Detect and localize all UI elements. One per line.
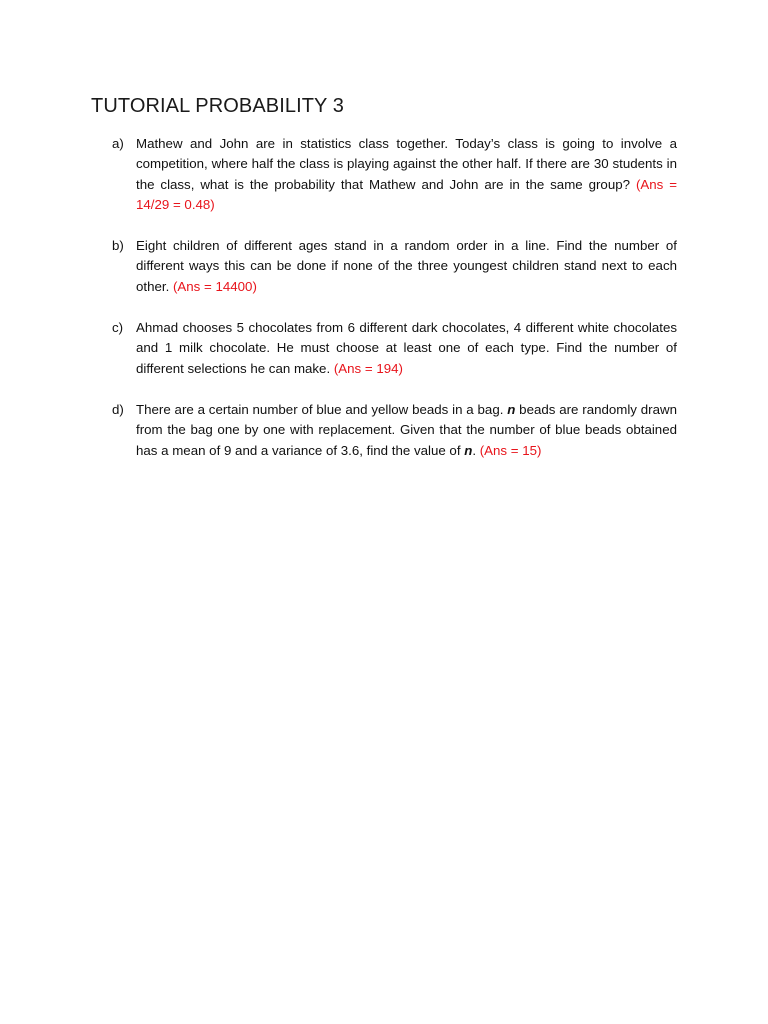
question-text-part-2: beads are randomly drawn from the bag one by one with replacement. Given that the number of blue beads obtained has a mean of 9 and a variance of 3.6, find the value of — [136, 401, 677, 458]
question-c — [112, 318, 677, 379]
question-a — [112, 134, 677, 215]
question-d — [112, 400, 677, 461]
answer-text: (Ans = 14400) — [172, 278, 257, 294]
question-marker: a) — [112, 136, 124, 151]
question-text-part-1: There are a certain number of blue and yellow beads in a bag. — [136, 401, 508, 417]
variable-n: n — [507, 401, 516, 417]
question-marker: c) — [112, 320, 124, 336]
answer-text: (Ans = 194) — [333, 360, 403, 376]
question-text-part-3: . — [472, 442, 480, 458]
question-list — [112, 134, 677, 482]
question-marker: d) — [112, 401, 124, 417]
question-text: Ahmad chooses 5 chocolates from 6 different dark chocolates, 4 different white chocolates and 1 milk chocolate. He must choose at least one of each type. Find the number of different selections he can make. — [136, 320, 677, 376]
page-title: TUTORIAL PROBABILITY 3 — [91, 95, 345, 117]
question-b — [112, 236, 677, 297]
variable-n-2: n — [464, 442, 473, 458]
question-text: Eight children of different ages stand in a random order in a line. Find the number of different ways this can be done if none of the three youngest children stand next to each other. — [136, 238, 677, 294]
question-text: Mathew and John are in statistics class together. Today’s class is going to involve a competition, where half the class is playing against the other half. If there are 30 students in the class, what is the probability that Mathew and John are in the same group? — [136, 136, 677, 192]
question-marker: b) — [112, 238, 124, 254]
answer-text: (Ans = 15) — [479, 442, 542, 458]
answer-text: (Ans = 14/29 = 0.48) — [136, 176, 677, 212]
